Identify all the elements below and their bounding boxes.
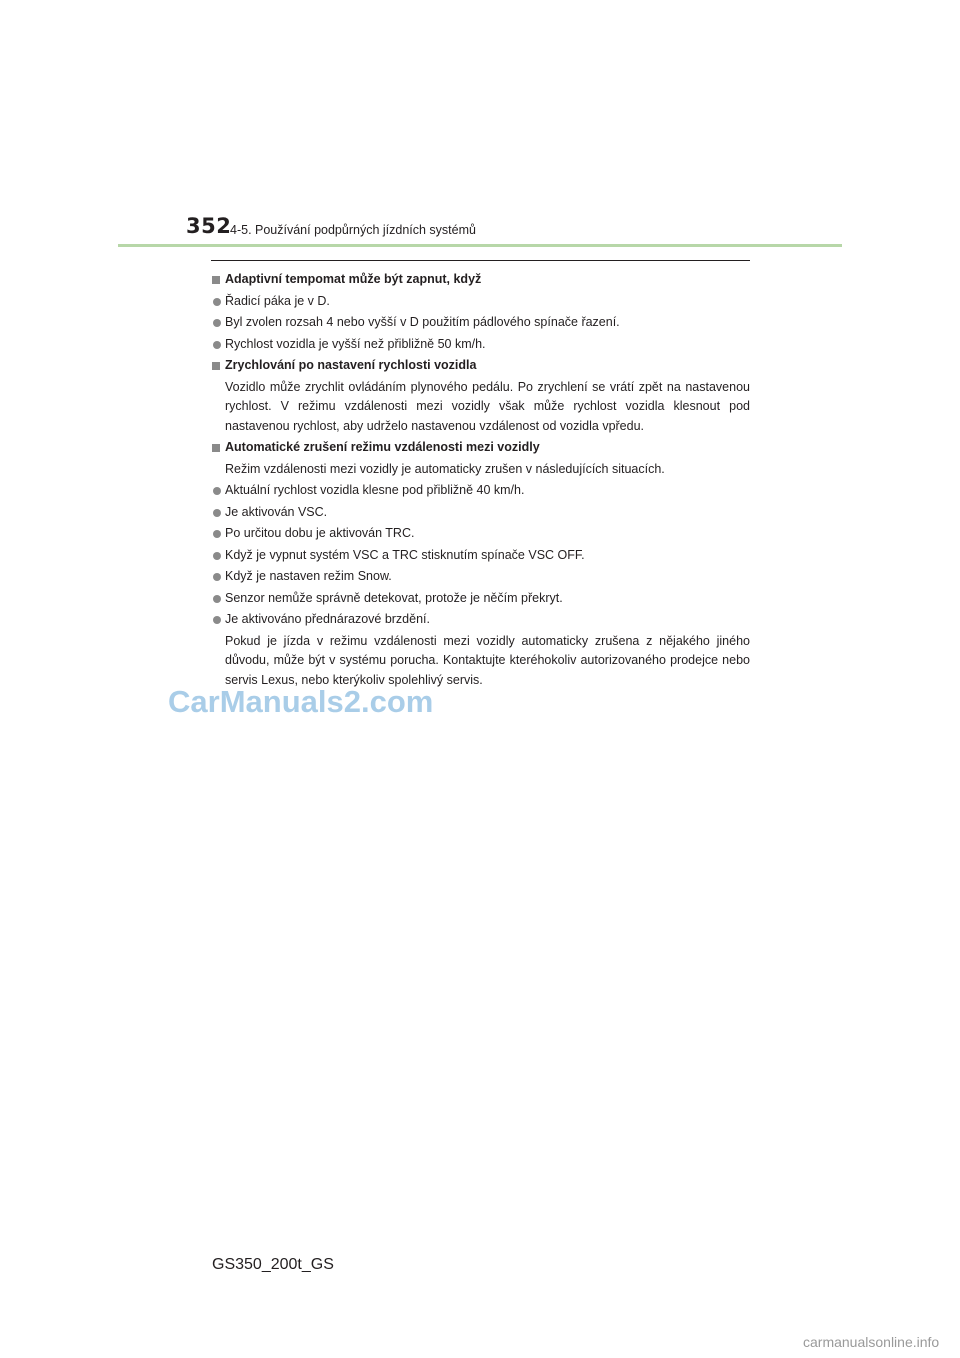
site-logo: carmanualsonline.info [803, 1334, 940, 1350]
list-item: Když je nastaven režim Snow. [211, 567, 750, 587]
watermark-logo: CarManuals2.com [168, 684, 434, 719]
paragraph: Režim vzdálenosti mezi vozidly je automaticky zrušen v následujících situacích. [225, 461, 665, 476]
list-item: Byl zvolen rozsah 4 nebo vyšší v D použitím pádlového spínače řazení. [211, 313, 750, 333]
circle-bullet-icon [213, 341, 221, 349]
header-rule [118, 244, 842, 247]
list-item: Rychlost vozidla je vyšší než přibližně 50 km/h. [211, 335, 750, 355]
circle-bullet-icon [213, 298, 221, 306]
list-item: Řadicí páka je v D. [211, 292, 750, 312]
section-heading: Adaptivní tempomat může být zapnut, když [211, 270, 750, 290]
content-rule [211, 260, 750, 261]
circle-bullet-icon [213, 509, 221, 517]
square-bullet-icon [212, 362, 220, 370]
content [211, 268, 750, 690]
list-item: Po určitou dobu je aktivován TRC. [211, 524, 750, 544]
paragraph: Vozidlo může zrychlit ovládáním plynového pedálu. Po zrychlení se vrátí zpět na nastavenou rychlost. V režimu vzdálenosti mezi vozidly však může rychlost vozidla klesnout pod nastavenou rychlost, aby udrželo nastavenou vzdálenost od vozidla vpředu. [225, 379, 750, 433]
circle-bullet-icon [213, 616, 221, 624]
paragraph: Pokud je jízda v režimu vzdálenosti mezi vozidly automaticky zrušena z nějakého jiného důvodu, může být v systému porucha. Kontaktujte kteréhokoliv autorizovaného prodejce nebo servis Lexus, nebo kterýkoliv spolehlivý servis. [225, 633, 750, 687]
circle-bullet-icon [213, 595, 221, 603]
section-heading: Zrychlování po nastavení rychlosti vozidla [211, 356, 750, 376]
model-code: GS350_200t_GS [212, 1256, 334, 1273]
circle-bullet-icon [213, 552, 221, 560]
section-title: 4-5. Používání podpůrných jízdních systémů [230, 223, 476, 237]
circle-bullet-icon [213, 573, 221, 581]
list-item: Senzor nemůže správně detekovat, protože je něčím překryt. [211, 589, 750, 609]
list-item: Aktuální rychlost vozidla klesne pod přibližně 40 km/h. [211, 481, 750, 501]
circle-bullet-icon [213, 319, 221, 327]
circle-bullet-icon [213, 530, 221, 538]
section-heading: Automatické zrušení režimu vzdálenosti mezi vozidly [211, 438, 750, 458]
list-item: Je aktivováno přednárazové brzdění. [211, 610, 750, 630]
square-bullet-icon [212, 276, 220, 284]
list-item: Když je vypnut systém VSC a TRC stisknutím spínače VSC OFF. [211, 546, 750, 566]
list-item: Je aktivován VSC. [211, 503, 750, 523]
circle-bullet-icon [213, 487, 221, 495]
square-bullet-icon [212, 444, 220, 452]
page-number: 352 [186, 214, 232, 238]
